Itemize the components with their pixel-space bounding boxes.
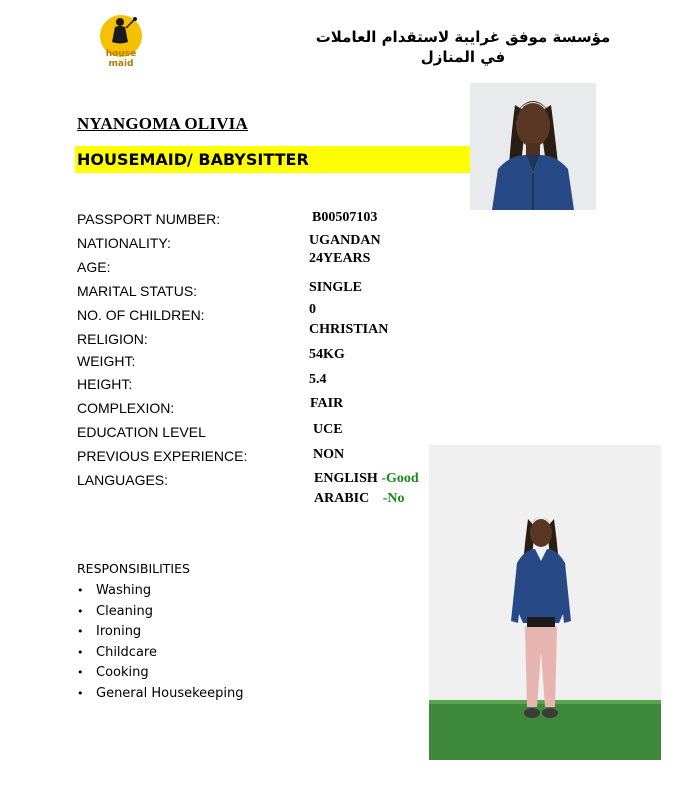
nationality-label: NATIONALITY: xyxy=(77,235,171,251)
language-english-level: -Good xyxy=(381,471,419,486)
position-title: HOUSEMAID/ BABYSITTER xyxy=(77,150,309,169)
passport-label: PASSPORT NUMBER: xyxy=(77,211,221,227)
education-value: UCE xyxy=(313,422,343,437)
experience-value: NON xyxy=(313,447,345,462)
language-arabic-level: -No xyxy=(382,491,405,506)
weight-value: 54KG xyxy=(309,347,345,362)
agency-arabic-title: مؤسسة موفق غرايبة لاستقدام العاملات في المنازل xyxy=(315,28,611,66)
marital-status-label: MARITAL STATUS: xyxy=(77,283,198,299)
list-item: • Cleaning xyxy=(77,603,244,624)
height-value: 5.4 xyxy=(309,372,327,387)
language-arabic-name: ARABIC xyxy=(314,491,370,506)
complexion-label: COMPLEXION: xyxy=(77,400,175,416)
language-arabic xyxy=(314,491,405,507)
passport-value: B00507103 xyxy=(312,210,378,225)
marital-status-value: SINGLE xyxy=(309,280,362,295)
responsibilities-title: RESPONSIBILITIES xyxy=(77,561,190,576)
candidate-full-length-photo xyxy=(429,445,661,760)
age-label: AGE: xyxy=(77,259,111,275)
position-banner xyxy=(75,146,470,173)
age-value: 24YEARS xyxy=(309,251,371,266)
nationality-value: UGANDAN xyxy=(309,233,381,248)
candidate-name: NYANGOMA OLIVIA xyxy=(77,114,248,133)
languages-label: LANGUAGES: xyxy=(77,472,169,488)
candidate-headshot-photo xyxy=(470,83,596,210)
experience-label: PREVIOUS EXPERIENCE: xyxy=(77,448,248,464)
svg-text:maid: maid xyxy=(108,59,134,69)
children-value: 0 xyxy=(309,302,316,317)
list-item: • Cooking xyxy=(77,664,244,685)
list-item: • General Housekeeping xyxy=(77,685,244,706)
education-label: EDUCATION LEVEL xyxy=(77,424,206,440)
complexion-value: FAIR xyxy=(310,396,344,411)
list-item: • Ironing xyxy=(77,623,244,644)
religion-value: CHRISTIAN xyxy=(309,322,389,337)
weight-label: WEIGHT: xyxy=(77,353,136,369)
language-english xyxy=(314,471,419,487)
svg-text:house: house xyxy=(105,49,137,59)
height-label: HEIGHT: xyxy=(77,376,133,392)
list-item: • Childcare xyxy=(77,644,244,665)
religion-label: RELIGION: xyxy=(77,331,148,347)
list-item: • Washing xyxy=(77,582,244,603)
language-english-name: ENGLISH xyxy=(314,471,378,486)
children-label: NO. OF CHILDREN: xyxy=(77,307,205,323)
company-logo xyxy=(98,12,144,74)
responsibilities-list xyxy=(77,582,244,705)
